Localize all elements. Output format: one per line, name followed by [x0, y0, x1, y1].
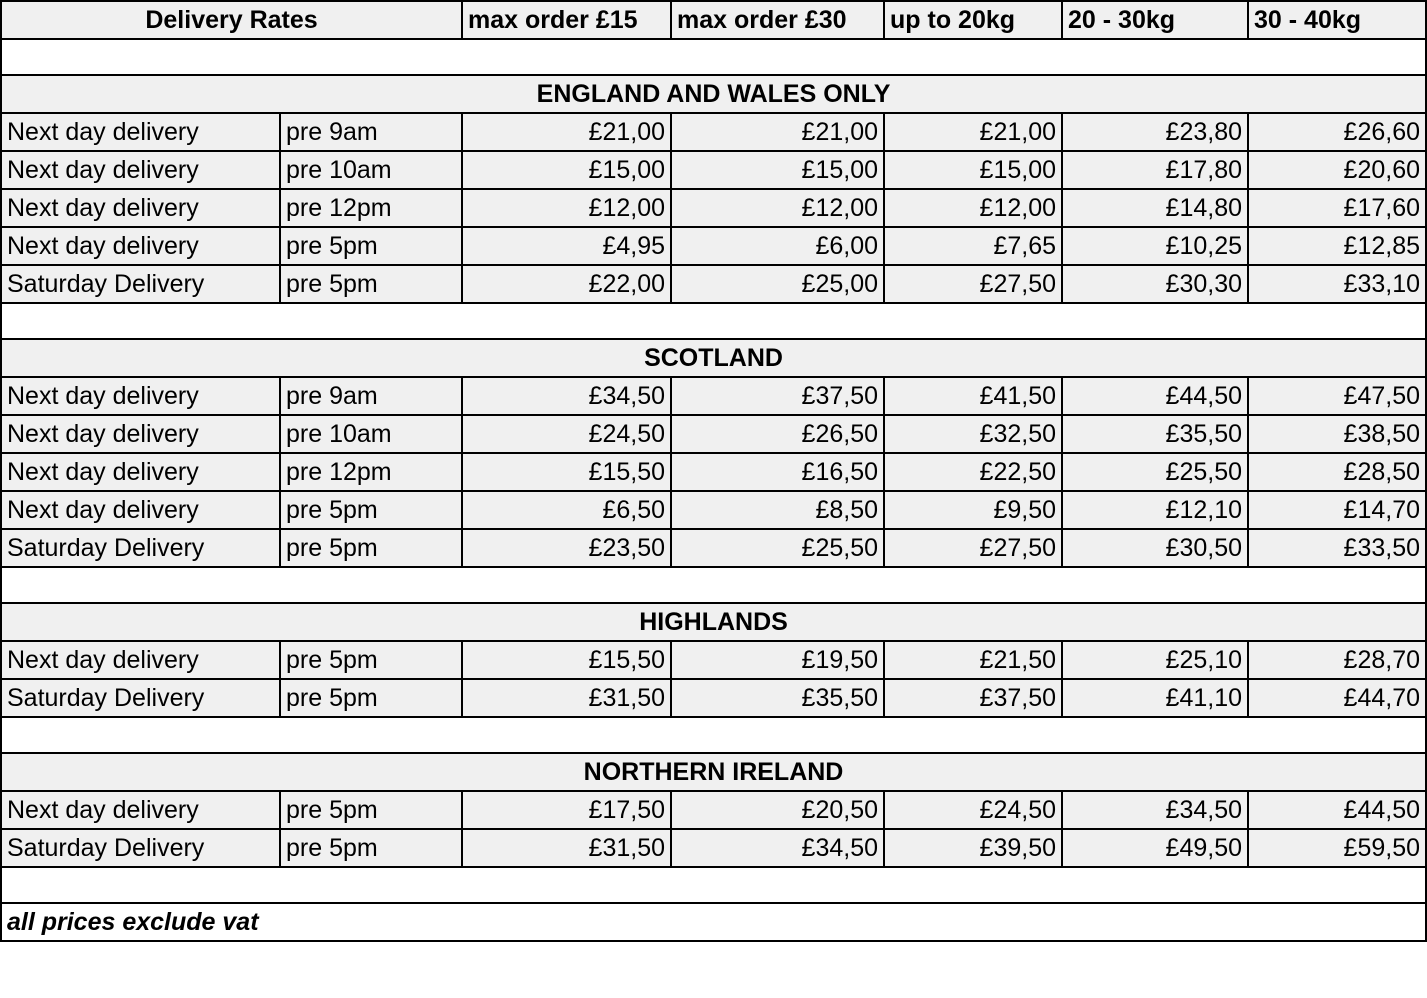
price-cell: £15,00	[462, 151, 671, 189]
price-cell: £8,50	[671, 491, 884, 529]
price-cell: £39,50	[884, 829, 1062, 867]
service-cell: Next day delivery	[1, 415, 280, 453]
section-title: ENGLAND AND WALES ONLY	[1, 75, 1426, 113]
table-row	[1, 453, 1426, 491]
section-title: SCOTLAND	[1, 339, 1426, 377]
price-cell: £12,00	[671, 189, 884, 227]
price-cell: £28,50	[1248, 453, 1426, 491]
service-cell: Next day delivery	[1, 151, 280, 189]
price-cell: £47,50	[1248, 377, 1426, 415]
price-cell: £33,50	[1248, 529, 1426, 567]
column-header: 20 - 30kg	[1062, 1, 1248, 39]
footer-row	[1, 903, 1426, 941]
time-cell: pre 9am	[280, 377, 462, 415]
price-cell: £14,80	[1062, 189, 1248, 227]
section-header-row	[1, 339, 1426, 377]
price-cell: £32,50	[884, 415, 1062, 453]
price-cell: £22,50	[884, 453, 1062, 491]
price-cell: £26,50	[671, 415, 884, 453]
time-cell: pre 5pm	[280, 227, 462, 265]
service-cell: Next day delivery	[1, 453, 280, 491]
price-cell: £30,50	[1062, 529, 1248, 567]
price-cell: £23,50	[462, 529, 671, 567]
service-cell: Saturday Delivery	[1, 679, 280, 717]
spacer-row	[1, 303, 1426, 339]
section-header-row	[1, 603, 1426, 641]
table-row	[1, 377, 1426, 415]
price-cell: £6,00	[671, 227, 884, 265]
price-cell: £49,50	[1062, 829, 1248, 867]
service-cell: Next day delivery	[1, 377, 280, 415]
time-cell: pre 5pm	[280, 491, 462, 529]
service-cell: Next day delivery	[1, 491, 280, 529]
spacer-cell	[1, 867, 1426, 903]
price-cell: £59,50	[1248, 829, 1426, 867]
table-row	[1, 679, 1426, 717]
section-header-row	[1, 75, 1426, 113]
service-cell: Next day delivery	[1, 227, 280, 265]
time-cell: pre 12pm	[280, 189, 462, 227]
time-cell: pre 12pm	[280, 453, 462, 491]
price-cell: £12,10	[1062, 491, 1248, 529]
spacer-cell	[1, 717, 1426, 753]
price-cell: £9,50	[884, 491, 1062, 529]
table-title: Delivery Rates	[1, 1, 462, 39]
price-cell: £21,00	[462, 113, 671, 151]
table-row	[1, 529, 1426, 567]
price-cell: £34,50	[1062, 791, 1248, 829]
section-header-row	[1, 753, 1426, 791]
header-row	[1, 1, 1426, 39]
price-cell: £21,50	[884, 641, 1062, 679]
price-cell: £27,50	[884, 265, 1062, 303]
price-cell: £14,70	[1248, 491, 1426, 529]
price-cell: £4,95	[462, 227, 671, 265]
service-cell: Next day delivery	[1, 791, 280, 829]
price-cell: £26,60	[1248, 113, 1426, 151]
price-cell: £44,50	[1248, 791, 1426, 829]
table-row	[1, 227, 1426, 265]
price-cell: £15,00	[884, 151, 1062, 189]
price-cell: £25,50	[1062, 453, 1248, 491]
price-cell: £17,50	[462, 791, 671, 829]
column-header: up to 20kg	[884, 1, 1062, 39]
spacer-cell	[1, 567, 1426, 603]
time-cell: pre 5pm	[280, 679, 462, 717]
price-cell: £34,50	[462, 377, 671, 415]
table-row	[1, 265, 1426, 303]
price-cell: £25,50	[671, 529, 884, 567]
spacer-cell	[1, 303, 1426, 339]
footer-note: all prices exclude vat	[1, 903, 1426, 941]
service-cell: Saturday Delivery	[1, 829, 280, 867]
time-cell: pre 5pm	[280, 529, 462, 567]
section-title: NORTHERN IRELAND	[1, 753, 1426, 791]
table-body	[1, 1, 1426, 941]
price-cell: £38,50	[1248, 415, 1426, 453]
price-cell: £12,00	[884, 189, 1062, 227]
price-cell: £25,10	[1062, 641, 1248, 679]
price-cell: £33,10	[1248, 265, 1426, 303]
time-cell: pre 10am	[280, 415, 462, 453]
service-cell: Next day delivery	[1, 113, 280, 151]
time-cell: pre 5pm	[280, 265, 462, 303]
price-cell: £6,50	[462, 491, 671, 529]
section-title: HIGHLANDS	[1, 603, 1426, 641]
price-cell: £20,60	[1248, 151, 1426, 189]
service-cell: Next day delivery	[1, 189, 280, 227]
price-cell: £16,50	[671, 453, 884, 491]
service-cell: Next day delivery	[1, 641, 280, 679]
spacer-row	[1, 867, 1426, 903]
price-cell: £35,50	[671, 679, 884, 717]
price-cell: £30,30	[1062, 265, 1248, 303]
spacer-row	[1, 717, 1426, 753]
price-cell: £35,50	[1062, 415, 1248, 453]
price-cell: £44,50	[1062, 377, 1248, 415]
table-row	[1, 641, 1426, 679]
price-cell: £41,10	[1062, 679, 1248, 717]
column-header: max order £30	[671, 1, 884, 39]
price-cell: £22,00	[462, 265, 671, 303]
time-cell: pre 9am	[280, 113, 462, 151]
spacer-row	[1, 39, 1426, 75]
price-cell: £34,50	[671, 829, 884, 867]
spacer-cell	[1, 39, 1426, 75]
price-cell: £25,00	[671, 265, 884, 303]
spacer-row	[1, 567, 1426, 603]
price-cell: £41,50	[884, 377, 1062, 415]
price-cell: £12,85	[1248, 227, 1426, 265]
price-cell: £31,50	[462, 829, 671, 867]
price-cell: £27,50	[884, 529, 1062, 567]
price-cell: £15,50	[462, 453, 671, 491]
table-row	[1, 113, 1426, 151]
column-header: max order £15	[462, 1, 671, 39]
price-cell: £17,80	[1062, 151, 1248, 189]
price-cell: £37,50	[671, 377, 884, 415]
price-cell: £44,70	[1248, 679, 1426, 717]
price-cell: £19,50	[671, 641, 884, 679]
table-row	[1, 151, 1426, 189]
price-cell: £23,80	[1062, 113, 1248, 151]
price-cell: £21,00	[884, 113, 1062, 151]
time-cell: pre 5pm	[280, 829, 462, 867]
price-cell: £28,70	[1248, 641, 1426, 679]
price-cell: £10,25	[1062, 227, 1248, 265]
table-row	[1, 415, 1426, 453]
price-cell: £24,50	[462, 415, 671, 453]
price-cell: £17,60	[1248, 189, 1426, 227]
price-cell: £15,50	[462, 641, 671, 679]
table-row	[1, 189, 1426, 227]
column-header: 30 - 40kg	[1248, 1, 1426, 39]
time-cell: pre 10am	[280, 151, 462, 189]
price-cell: £37,50	[884, 679, 1062, 717]
price-cell: £20,50	[671, 791, 884, 829]
table-row	[1, 791, 1426, 829]
time-cell: pre 5pm	[280, 641, 462, 679]
service-cell: Saturday Delivery	[1, 265, 280, 303]
time-cell: pre 5pm	[280, 791, 462, 829]
price-cell: £7,65	[884, 227, 1062, 265]
table-row	[1, 491, 1426, 529]
table-row	[1, 829, 1426, 867]
price-cell: £15,00	[671, 151, 884, 189]
service-cell: Saturday Delivery	[1, 529, 280, 567]
price-cell: £21,00	[671, 113, 884, 151]
price-cell: £31,50	[462, 679, 671, 717]
price-cell: £24,50	[884, 791, 1062, 829]
price-cell: £12,00	[462, 189, 671, 227]
